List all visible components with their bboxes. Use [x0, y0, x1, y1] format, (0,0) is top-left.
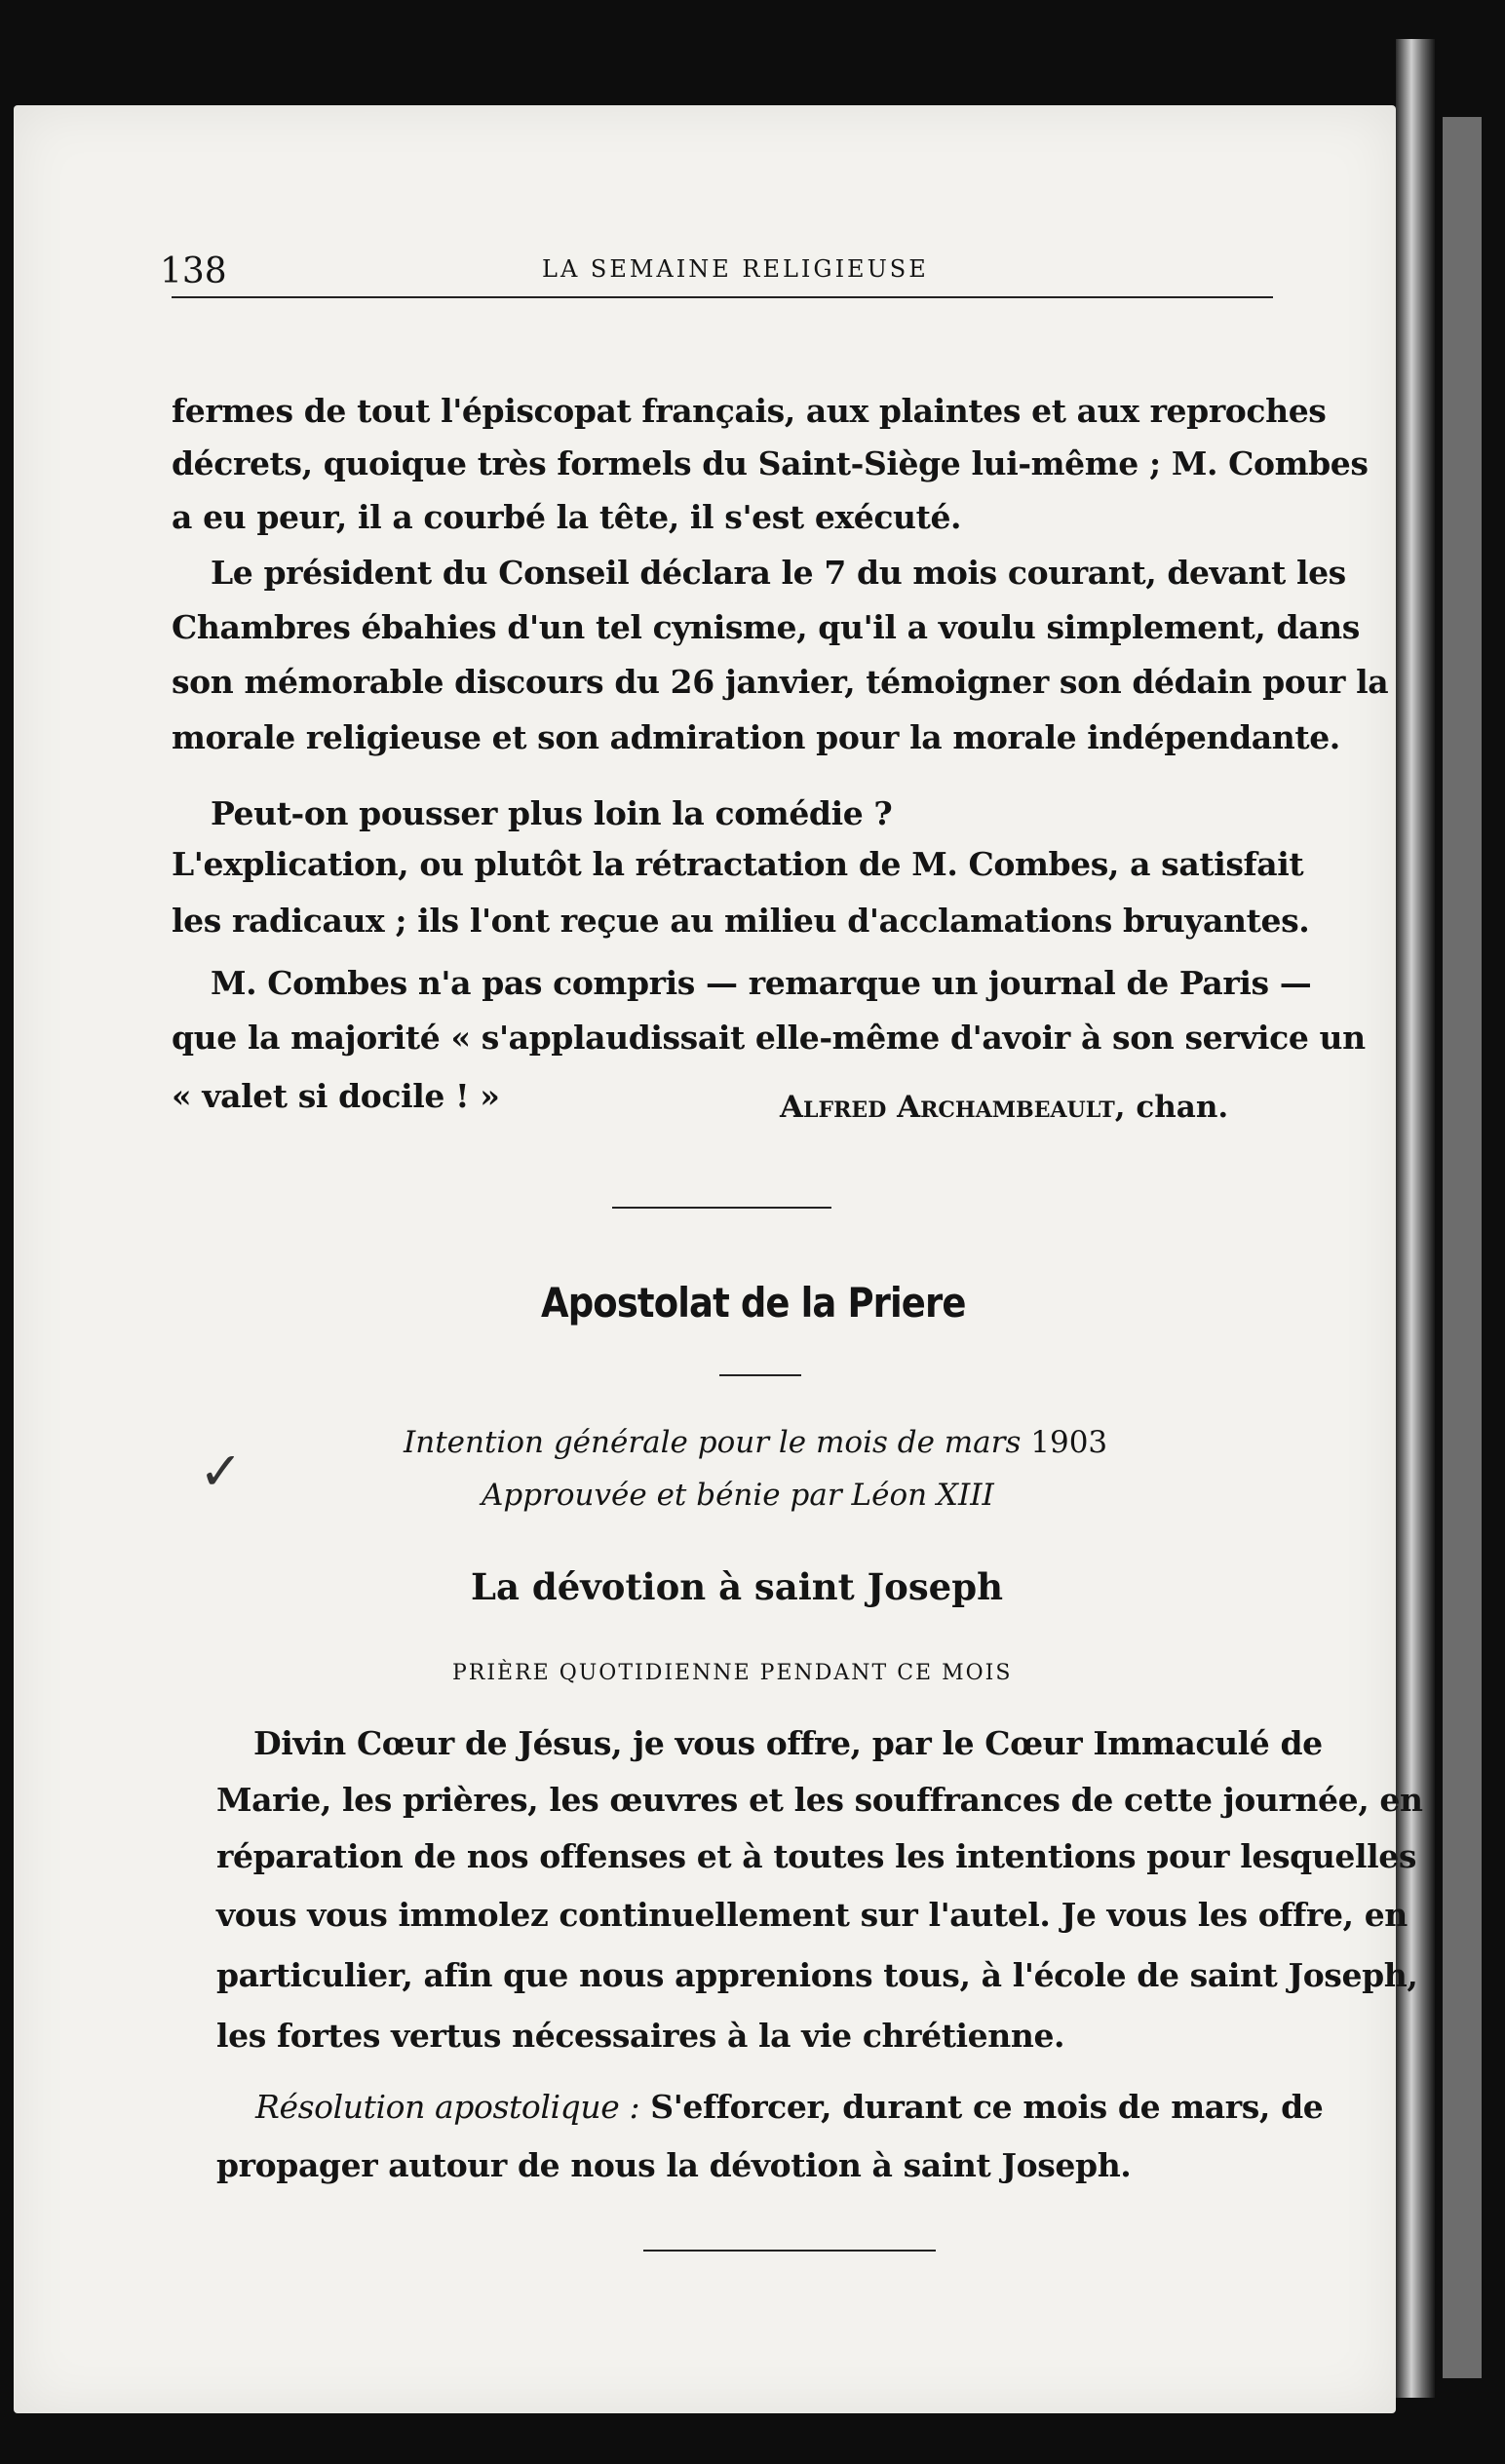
page-edge-shadow	[1396, 39, 1435, 2398]
prayer-line: vous vous immolez continuellement sur l'autel. Je vous les offre, en	[216, 1896, 1408, 1934]
running-title: LA SEMAINE RELIGIEUSE	[542, 255, 929, 283]
signature-suffix: , chan.	[1114, 1090, 1229, 1125]
heading-rule	[719, 1374, 801, 1376]
signature-name: Alfred Archambeault	[780, 1090, 1115, 1125]
intention-text: Intention générale pour le mois de mars	[404, 1425, 1022, 1460]
resolution-line: propager autour de nous la dévotion à saint Joseph.	[216, 2146, 1132, 2184]
prayer-line: particulier, afin que nous apprenions tous, à l'école de saint Joseph,	[216, 1956, 1418, 1994]
section-heading: Apostolat de la Priere	[541, 1279, 966, 1327]
prayer-line: Divin Cœur de Jésus, je vous offre, par le Cœur Immaculé de	[253, 1724, 1323, 1762]
header-rule	[172, 296, 1273, 298]
article-line: Le président du Conseil déclara le 7 du mois courant, devant les	[211, 554, 1346, 592]
section-separator	[612, 1207, 831, 1209]
closing-rule	[643, 2250, 936, 2252]
article-line: a eu peur, il a courbé la tête, il s'est exécuté.	[172, 498, 962, 536]
intention-year: 1903	[1030, 1425, 1108, 1460]
article-line: L'explication, ou plutôt la rétractation de M. Combes, a satisfait	[172, 845, 1304, 883]
article-line: les radicaux ; ils l'ont reçue au milieu d'acclamations bruyantes.	[172, 902, 1310, 940]
article-line: M. Combes n'a pas compris — remarque un journal de Paris —	[211, 964, 1312, 1002]
article-signature	[780, 1090, 1228, 1125]
checkmark-icon: ✓	[199, 1441, 244, 1502]
prayer-title: PRIÈRE QUOTIDIENNE PENDANT CE MOIS	[452, 1661, 1013, 1685]
adjacent-page-strip	[1443, 117, 1482, 2378]
prayer-line: Marie, les prières, les œuvres et les souffrances de cette journée, en	[216, 1781, 1423, 1819]
subheading: La dévotion à saint Joseph	[471, 1565, 1003, 1608]
article-line: morale religieuse et son admiration pour la morale indépendante.	[172, 718, 1340, 756]
article-line: son mémorable discours du 26 janvier, témoigner son dédain pour la	[172, 663, 1389, 701]
approval-line: Approuvée et bénie par Léon XIII	[482, 1478, 994, 1513]
article-line: Peut-on pousser plus loin la comédie ?	[211, 794, 893, 832]
article-line: que la majorité « s'applaudissait elle-même d'avoir à son service un	[172, 1019, 1366, 1057]
article-line: décrets, quoique très formels du Saint-Siège lui-même ; M. Combes	[172, 444, 1369, 482]
prayer-line: réparation de nos offenses et à toutes les intentions pour lesquelles	[216, 1837, 1417, 1875]
article-line: « valet si docile ! »	[172, 1077, 500, 1115]
article-line: Chambres ébahies d'un tel cynisme, qu'il a voulu simplement, dans	[172, 608, 1360, 646]
resolution-text: S'efforcer, durant ce mois de mars, de	[639, 2088, 1324, 2126]
prayer-line: les fortes vertus nécessaires à la vie chrétienne.	[216, 2017, 1065, 2055]
page-number: 138	[160, 251, 227, 291]
resolution-label: Résolution apostolique :	[255, 2088, 640, 2126]
intention-line	[404, 1425, 1107, 1460]
resolution-line	[255, 2088, 1324, 2126]
article-line: fermes de tout l'épiscopat français, aux plaintes et aux reproches	[172, 392, 1327, 430]
